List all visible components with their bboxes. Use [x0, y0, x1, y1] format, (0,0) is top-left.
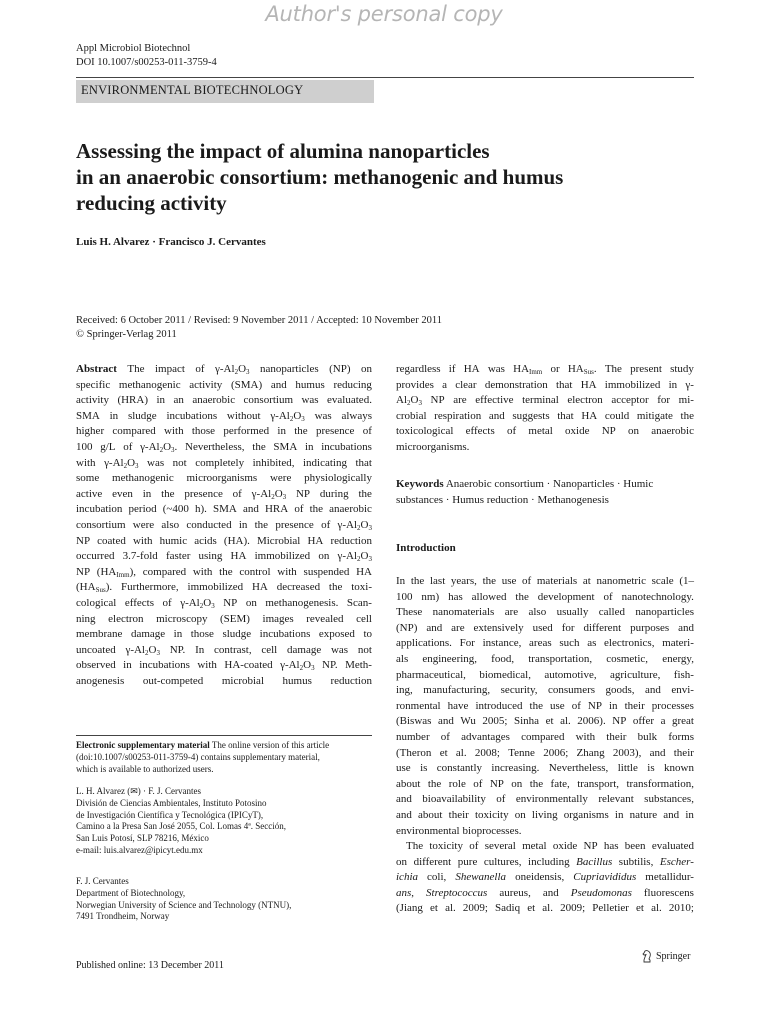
intro-line: (Biswas and Wu 2005; Sinha et al. 2006). NP offer a great	[396, 715, 694, 728]
abstract-line: active even in the presence of $\gamma-Al_2O_3$ NP during the	[76, 487, 372, 501]
abstract-line: cological effects of $\gamma-Al_2O_3$ NP on methanogenesis. Scan-	[76, 596, 372, 610]
journal-header	[76, 42, 217, 70]
intro-line: These nanomaterials are also usually called nanoparticles	[396, 606, 694, 619]
abstract-line: incubation period (~400 h). SMA and HRA of the anaerobic	[76, 503, 372, 516]
footnote-line: (doi:10.1007/s00253-011-3759-4) contains supplementary material,	[76, 751, 320, 762]
intro-line: ing, manufacturing, security, consumers goods, and envi-	[396, 684, 694, 697]
introduction-heading: Introduction	[396, 542, 456, 554]
abstract-line: $(HA_{Sus})$. Furthermore, immobilized HA decreased the toxi-	[76, 581, 372, 595]
intro-line: 100 nm) has allowed the development of nanotechnology.	[396, 590, 694, 603]
footnote-line: L. H. Alvarez (✉) · F. J. Cervantes	[76, 786, 202, 796]
intro-line: use is constantly increasing. Nevertheless, little is known	[396, 762, 694, 775]
abstract-line: Abstract The impact of $\gamma-Al_2O_3$ nanoparticles (NP) on	[76, 363, 372, 376]
title-line: Assessing the impact of alumina nanoparticles	[76, 139, 490, 163]
journal-doi: DOI 10.1007/s00253-011-3759-4	[76, 57, 217, 68]
abstract-line: membrane damage in those sludge incubations exposed to	[76, 628, 372, 641]
abstract-line: specific methanogenic activity (SMA) and humus reducing	[76, 378, 372, 391]
title-line: reducing activity	[76, 191, 227, 215]
abstract-line: with $\gamma-Al_2O_3$ was not completely inhibited, indicating that	[76, 456, 372, 470]
section-tag	[76, 80, 374, 103]
abstract-line: crobial respiration and suggests that HA could mitigate the	[396, 409, 694, 422]
keywords-line: Keywords Anaerobic consortium · Nanoparticles · Humic	[396, 478, 654, 490]
abstract-line: observed in incubations with HA-coated $\gamma-Al_2O_3$ NP. Meth-	[76, 659, 372, 673]
abstract	[76, 362, 372, 689]
author-list: Luis H. Alvarez · Francisco J. Cervantes	[76, 236, 266, 248]
abstract-line: some methanogenic microorganisms were physiologically	[76, 472, 372, 485]
intro-line: on different pure cultures, including Bacillus subtilis, Escher-	[396, 855, 694, 868]
article-history: Received: 6 October 2011 / Revised: 9 November 2011 / Accepted: 10 November 2011	[76, 315, 442, 326]
intro-line: number of advantages compared with their bulk forms	[396, 730, 694, 743]
journal-name: Appl Microbiol Biotechnol	[76, 43, 191, 54]
abstract-line: uncoated $\gamma-Al_2O_3$ NP. In contrast, cell damage was not	[76, 643, 372, 657]
copyright-line: © Springer-Verlag 2011	[76, 329, 177, 340]
footnote-rule	[76, 735, 372, 736]
watermark: Author's personal copy	[265, 2, 503, 26]
intro-line: ichia coli, Shewanella oneidensis, Cupriavididus metallidur-	[396, 871, 694, 884]
footnote-line: División de Ciencias Ambientales, Instituto Potosino	[76, 797, 267, 808]
footnote-line: de Investigación Científica y Tecnológica (IPICyT),	[76, 809, 264, 820]
footnote-line: San Luis Potosí, SLP 78216, México	[76, 833, 209, 844]
publisher-name: Springer	[656, 950, 691, 962]
abstract-line: regardless if HA was $HA_{Imm}$ or $HA_{Sus}$. The present study	[396, 363, 694, 376]
abstract-line: NP coated with humic acids (HA). Microbial HA reduction	[76, 534, 372, 547]
publisher-logo	[641, 948, 690, 964]
abstract-line: SMA in sludge incubations without $\gamma-Al_2O_3$ was always	[76, 409, 372, 423]
footnote-line: Department of Biotechnology,	[76, 887, 186, 898]
intro-line: ans, Streptococcus aureus, and Pseudomonas fluorescens	[396, 886, 694, 899]
section-label: ENVIRONMENTAL BIOTECHNOLOGY	[81, 83, 304, 97]
abstract-line: 100 g/L of $\gamma-Al_2O_3$. Nevertheless, the SMA in incubations	[76, 440, 372, 454]
abstract-line: microorganisms.	[396, 440, 470, 453]
intro-line: als engineering, food, transportation, cosmetic, energy,	[396, 652, 694, 665]
intro-line: and about their toxicity on living organisms in nature and in	[396, 808, 694, 821]
footnote-line: 7491 Trondheim, Norway	[76, 911, 170, 922]
intro-line: applications. For instance, areas such as electronics, materi-	[396, 637, 694, 650]
intro-line: pharmaceutical, biomedical, automotive, agriculture, fish-	[396, 668, 694, 681]
keywords	[396, 476, 694, 508]
intro-line: (NP) and are extensively used for different purposes and	[396, 621, 694, 634]
intro-line: In the last years, the use of materials at nanometric scale (1–	[396, 575, 694, 587]
footnote-affiliation-2	[76, 876, 376, 923]
footnote-line: F. J. Cervantes	[76, 876, 129, 886]
abstract-line: toxicological effects of metal oxide NP on anaerobic	[396, 425, 694, 438]
abstract-line: consortium were also conducted in the presence of $\gamma-Al_2O_3$	[76, 518, 372, 532]
footnote-supplementary	[76, 740, 376, 775]
springer-knight-icon	[641, 949, 653, 963]
published-online: Published online: 13 December 2011	[76, 960, 224, 971]
keywords-line: substances · Humus reduction · Methanogenesis	[396, 494, 609, 506]
intro-line: and bioavailability of environmentally relevant substances,	[396, 793, 694, 806]
abstract-line: ning electron microscopy (SEM) images revealed cell	[76, 612, 372, 625]
footnote-line: e-mail: luis.alvarez@ipicyt.edu.mx	[76, 844, 203, 855]
abstract-line: provides a clear demonstration that HA immobilized in γ-	[396, 378, 694, 391]
abstract-line: NP $(HA_{Imm})$, compared with the control with suspended HA	[76, 565, 372, 579]
abstract-line: activity (HRA) in an anaerobic consortium was evaluated.	[76, 394, 372, 407]
introduction-body	[396, 574, 694, 917]
title-line: in an anaerobic consortium: methanogenic and humus	[76, 165, 564, 189]
abstract-line: occurred 3.7-fold faster using HA immobilized on $\gamma-Al_2O_3$	[76, 550, 372, 564]
article-title	[76, 138, 636, 216]
abstract-line: anogenesis out-competed microbial humus reduction	[76, 674, 372, 687]
abstract-line: $Al_2O_3$ NP are effective terminal electron acceptor for mi-	[396, 394, 694, 408]
intro-line: environmental bioprocesses.	[396, 824, 522, 837]
intro-line: The toxicity of several metal oxide NP has been evaluated	[406, 840, 694, 853]
intro-line: about the role of NP on the fate, transport, transformation,	[396, 777, 694, 790]
abstract-line: higher compared with those performed in the presence of	[76, 425, 372, 438]
intro-line: (Jiang et al. 2009; Sadiq et al. 2009; Pelletier et al. 2010;	[396, 902, 694, 915]
footnote-line: Camino a la Presa San José 2055, Col. Lomas 4ª. Sección,	[76, 821, 286, 832]
header-rule	[76, 77, 694, 78]
article-dates	[76, 314, 442, 342]
intro-line: ronmental have introduced the use of NP in their processes	[396, 699, 694, 712]
footnote-line: Norwegian University of Science and Technology (NTNU),	[76, 899, 292, 910]
footnote-line: Electronic supplementary material The online version of this article	[76, 740, 330, 750]
footnote-line: which is available to authorized users.	[76, 763, 214, 774]
intro-line: (Theron et al. 2008; Tenne 2006; Zhang 2003), and their	[396, 746, 694, 759]
abstract-continued	[396, 362, 694, 456]
footnote-affiliation-1	[76, 786, 376, 857]
